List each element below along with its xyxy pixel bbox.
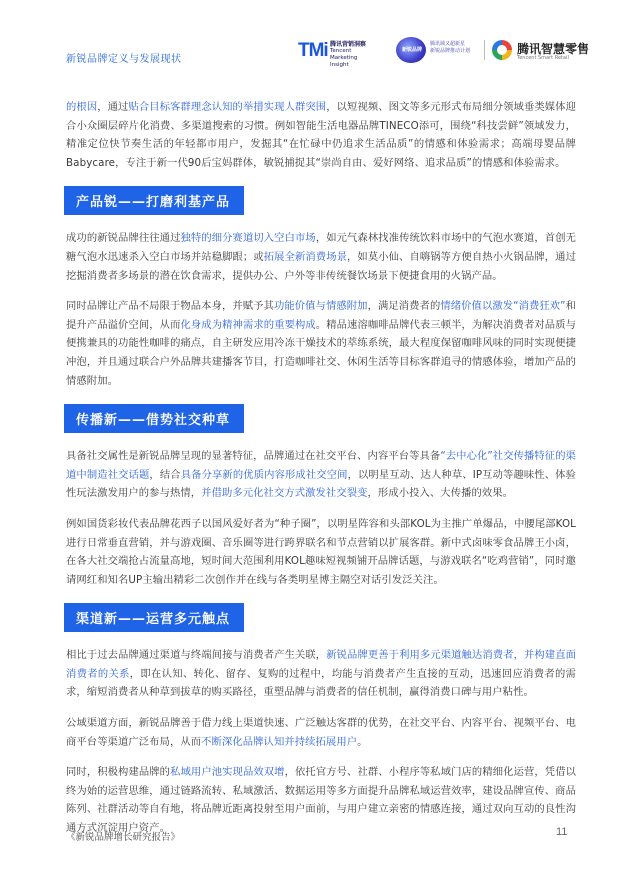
- intro-paragraph: [66, 98, 576, 172]
- header-title: 新锐品牌定义与发展现状: [66, 54, 182, 65]
- body-text: ，满足消费者的: [367, 300, 441, 313]
- highlight-text: 情绪价值以激发“消费狂欢”: [440, 300, 566, 313]
- body-text: 和提升产品溢价空间，从而: [66, 300, 577, 331]
- body-text: ，形成小投入、大传播的效果。: [367, 487, 514, 500]
- body-text: 。: [357, 735, 368, 748]
- tmi-logo-en2: Marketing Insight: [330, 55, 358, 68]
- communication-paragraph-2: [66, 515, 576, 589]
- tmi-logo-cn: 腾讯营销洞察: [330, 41, 367, 48]
- highlight-text: 独特的细分赛道切入空白市场: [180, 232, 316, 245]
- footer-report-name: 《新锐品牌增长研究报告》: [66, 832, 181, 843]
- body-text: ，结合: [149, 468, 181, 481]
- logo-divider: [484, 40, 485, 60]
- product-paragraph-1: [66, 229, 576, 285]
- section-title-product: 产品锐——打磨利基产品: [64, 186, 244, 215]
- body-text: 成功的新锐品牌往往通过: [66, 232, 181, 245]
- smart-retail-logo: [492, 38, 592, 64]
- body-text: 例如国货彩妆代表品牌花西子以国风爱好者为“种子圈”，以明星阵容和头部KOL为主推广单爆品，中腰尾部KOL进行日常垂直营销，并与游戏圈、音乐圈等进行跨界联名和节点营销以扩展客群。新中式卤味零食品牌王小卤，在各大社交端抢占流量高地，短时间大范围利用KOL趣味短视频铺开品牌话题，与游戏联名“吃鸡营销”，同时邀请网红和知名UP主输出精彩二次创作并在线与各类明星博主隔空对话引发泛关注。: [66, 517, 576, 586]
- highlight-text: 拓展全新消费场景: [263, 250, 348, 263]
- smart-retail-ring-icon: [492, 40, 512, 60]
- channel-paragraph-1: [66, 646, 576, 702]
- smart-retail-en: Tencent Smart Retail: [517, 55, 569, 61]
- badge-icon: [396, 37, 426, 63]
- section-title-channel: 渠道新——运营多元触点: [64, 603, 244, 632]
- body-text: 相比于过去品牌通过渠道与终端间接与消费者产生关联，: [66, 649, 327, 662]
- badge-line1: 腾讯域又超新星: [430, 41, 466, 47]
- body-text: ，即在认知、转化、留存、复购的过程中，均能与消费者产生直接的互动，迅速回应消费者的需求，缩短消费者从种草到拔草的购买路径，重塑品牌与消费者的信任机制，赢得消费口碑与用户粘性。: [66, 667, 576, 699]
- highlight-text: 并借助多元化社交方式激发社交裂变: [201, 487, 368, 500]
- highlight-text: 不断深化品牌认知并持续拓展用户: [201, 735, 358, 748]
- highlight-text: “去中心化”社交传播特征的渠道中制造社交话题: [66, 450, 576, 481]
- channel-paragraph-2: [66, 714, 576, 751]
- smart-retail-cn: 腾讯智慧零售: [517, 42, 590, 56]
- body-text: ，如莫小仙、自嗨锅等方便自热小火锅品牌，通过挖掘消费者多场景的潜在饮食需求，提供办公、户外等非传统餐饮场景下便捷食用的火锅产品。: [66, 250, 576, 282]
- body-text: ，如元气森林找准传统饮料市场中的气泡水赛道，首创无糖气泡水迅速杀入空白市场并站稳脚跟；或: [66, 232, 576, 263]
- page-header: [0, 0, 640, 70]
- highlight-text: 功能价值与情感附加: [273, 300, 368, 313]
- highlight-text: 贴合目标客群理念认知的举措实现人群突围: [128, 101, 327, 113]
- body-text: 同时，积极构建品牌的: [66, 766, 171, 779]
- section-title-communication: 传播新——借势社交种草: [64, 404, 244, 433]
- tmi-logo-mark: TMi: [298, 40, 328, 61]
- body-text: ，通过: [97, 101, 129, 113]
- body-text: 。精品速溶咖啡品牌代表三顿半，为解决消费者对品质与便携兼具的功能性咖啡的痛点，自主研发应用冷冻干燥技术的萃练系统，最大程度保留咖啡风味的同时实现便捷冲泡，并且通过联合户外品牌共建播客节目，打造咖啡社交、休闲生活等目标客群追寻的情感体验，增加产品的情感附加。: [66, 318, 576, 387]
- highlight-text: 的根因: [66, 101, 98, 113]
- highlight-text: 新锐品牌更善于利用多元渠道触达消费者，并构建直面消费者的关系: [66, 649, 577, 680]
- body-text: 具备社交属性是新锐品牌呈现的显著特征，品牌通过在社交平台、内容平台等具备: [66, 450, 441, 463]
- tmi-logo-en1: Tencent: [330, 48, 352, 54]
- badge-icon-text: 新锐品牌: [401, 47, 422, 53]
- highlight-text: 具备分享新的优质内容形成社交空间: [180, 468, 348, 481]
- body-text: 公域渠道方面，新锐品牌善于借力线上渠道快速、广泛触达客群的优势，在社交平台、内容平台、视频平台、电商平台等渠道广泛布局，从而: [66, 717, 576, 748]
- badge-line2: 新锐品牌推动计划: [430, 48, 471, 54]
- supernova-badge-logo: [396, 35, 486, 65]
- highlight-text: 化身成为精神需求的重要构成: [180, 318, 316, 331]
- highlight-text: 私域用户池实现品效双增: [170, 766, 285, 779]
- body-text: ，以明星互动、达人种草、IP互动等趣味性、体验性玩法激发用户的参与热情，: [66, 468, 576, 500]
- channel-paragraph-3: [66, 763, 576, 837]
- body-text: 同时品牌让产品不局限于物品本身，并赋予其: [66, 300, 274, 313]
- product-paragraph-2: [66, 297, 576, 390]
- body-text: ，依托官方号、社群、小程序等私域门店的精细化运营，凭借以终为始的运营思维，通过链路流转、私域激活、数据运用等多方面提升品牌私域运营效率，建设品牌宣传、商品陈列、社群活动等自有地，将品牌近距离投射至用户面前，与用户建立亲密的情感连接，通过双向互动的良性沟通方式沉淀用户资产。: [66, 766, 577, 835]
- page-number: 11: [556, 826, 568, 838]
- body-text: ，以短视频、图文等多元形式布局细分领域垂类媒体迎合小众圈层碎片化消费、多渠道搜索的习惯。例如智能生活电器品牌TINECO添可，围绕“科技尝鲜”领域发力，精准定位快节奏生活的年轻都市用户，发掘其“在忙碌中仍追求生活品质”的情感和体验需求；高端母婴品牌Babycare，专注于新一代90后宝妈群体，敏锐捕捉其“崇尚自由、爱好网络、追求品质”的情感和体验需求。: [66, 101, 576, 169]
- communication-paragraph-1: [66, 447, 576, 503]
- page-content: [66, 98, 576, 850]
